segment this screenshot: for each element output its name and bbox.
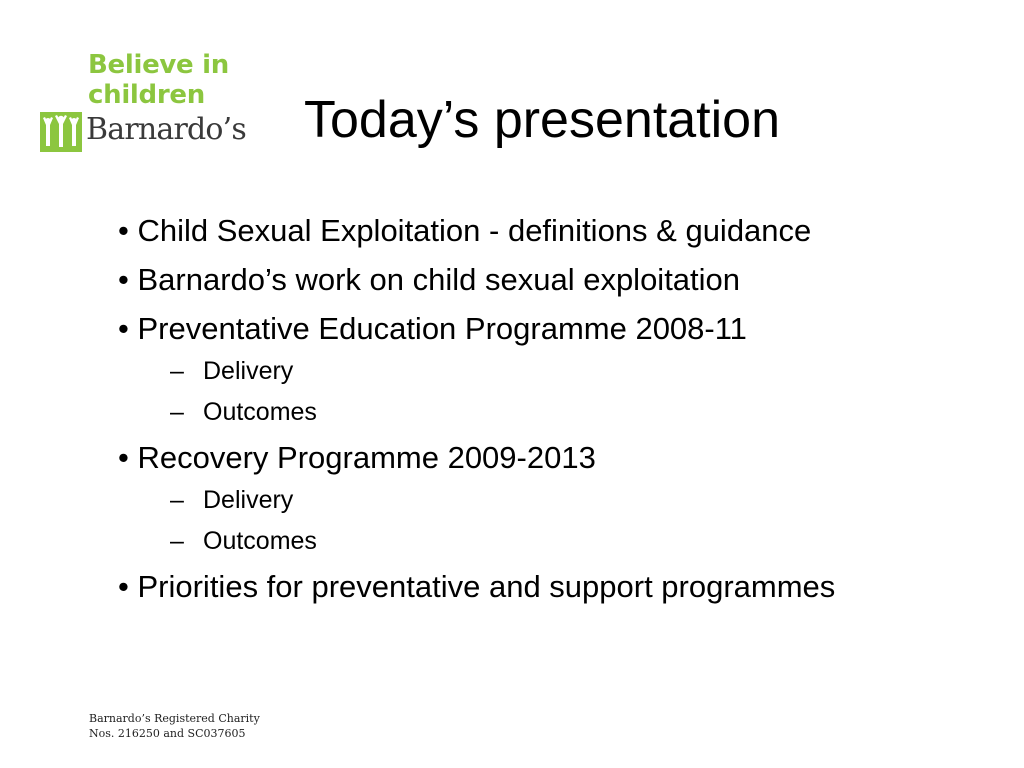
bullet-item	[118, 568, 838, 606]
bullet-item	[118, 439, 988, 477]
sub-item	[118, 392, 988, 433]
bullet-text: Barnardo’s work on child sexual exploitation	[137, 262, 741, 297]
footer-line2: Nos. 216250 and SC037605	[89, 727, 246, 740]
bullet-text: Preventative Education Programme 2008-11	[137, 311, 747, 346]
footer-line1: Barnardo’s Registered Charity	[89, 712, 260, 725]
bullet-item	[118, 212, 988, 250]
sub-item	[118, 351, 988, 392]
logo-tagline-line1: Believe in	[88, 50, 229, 80]
bullet-item	[118, 261, 988, 299]
bullet-marker: •	[118, 213, 129, 248]
bullet-marker: •	[118, 440, 129, 475]
bullet-text: Recovery Programme 2009-2013	[137, 440, 596, 475]
logo-brand-name: Barnardo’s	[86, 112, 247, 147]
sub-marker: –	[170, 398, 184, 426]
bullet-text: Priorities for preventative and support programmes	[137, 569, 836, 604]
sub-list	[118, 480, 988, 562]
slide-title: Today’s presentation	[304, 91, 781, 149]
sub-marker: –	[170, 486, 184, 514]
sub-text: Outcomes	[203, 398, 317, 426]
bullet-list	[118, 212, 988, 617]
children-figures-icon	[40, 112, 82, 152]
sub-marker: –	[170, 527, 184, 555]
bullet-marker: •	[118, 311, 129, 346]
bullet-text: Child Sexual Exploitation - definitions & guidance	[137, 213, 812, 248]
sub-item	[118, 480, 988, 521]
barnardos-logo	[40, 50, 270, 160]
logo-tagline-line2: children	[88, 80, 205, 110]
sub-text: Outcomes	[203, 527, 317, 555]
charity-footer	[89, 711, 260, 741]
bullet-marker: •	[118, 262, 129, 297]
sub-text: Delivery	[203, 357, 294, 385]
sub-marker: –	[170, 357, 184, 385]
bullet-marker: •	[118, 569, 129, 604]
sub-list	[118, 351, 988, 433]
bullet-item	[118, 310, 988, 348]
sub-item	[118, 521, 988, 562]
sub-text: Delivery	[203, 486, 294, 514]
